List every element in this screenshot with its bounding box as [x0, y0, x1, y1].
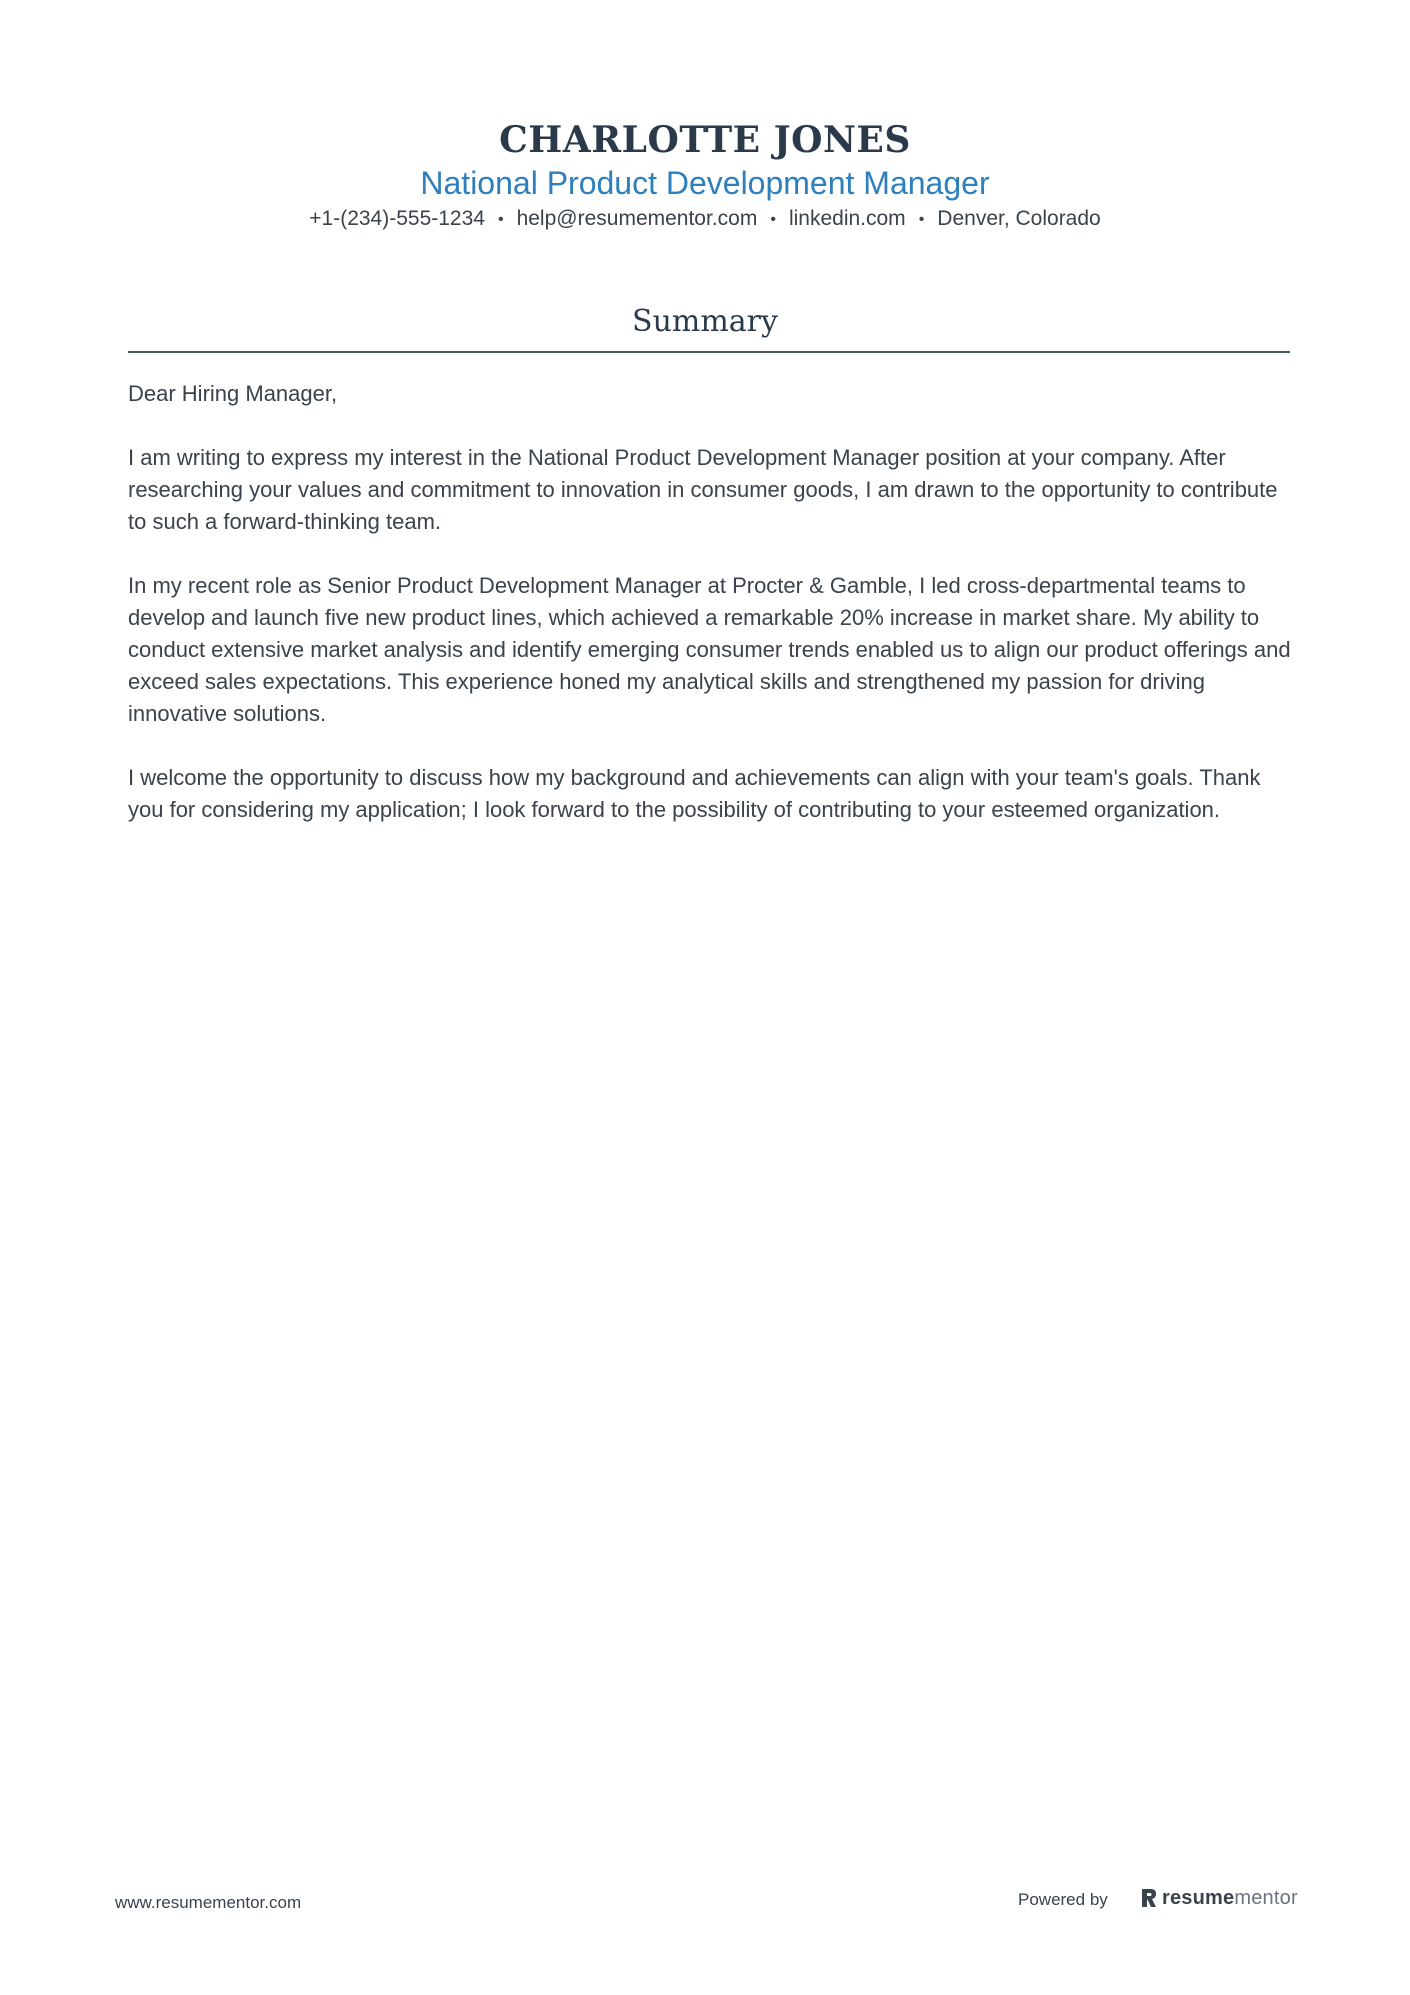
letter-paragraph: I am writing to express my interest in the National Product Development Manager position at your company. After researching your values and commitment to innovation in consumer goods, I am drawn to the opportunity to contribute to such a forward-thinking team. [128, 445, 1278, 534]
section-divider [128, 351, 1290, 353]
job-title: National Product Development Manager [420, 165, 990, 201]
resumementor-logo[interactable] [1140, 1884, 1298, 1912]
letter-paragraph: In my recent role as Senior Product Development Manager at Procter & Gamble, I led cross-departmental teams to develop and launch five new product lines, which achieved a remarkable 20% increase in market share. My ability to conduct extensive market analysis and identify emerging consumer trends enabled us to align our product offerings and exceed sales expectations. This experience honed my analytical skills and strengthened my passion for driving innovative solutions. [128, 573, 1291, 726]
brand-text-bold: resume [1162, 1886, 1235, 1909]
contact-line [0, 203, 1410, 236]
section-title-summary: Summary [632, 304, 778, 339]
contact-phone: +1-(234)-555-1234 [309, 207, 485, 230]
resumementor-logo-icon [1140, 1887, 1158, 1909]
separator-dot: • [770, 211, 776, 228]
powered-by-label: Powered by [1018, 1890, 1108, 1909]
resume-header [0, 115, 1410, 236]
letter-paragraph: I welcome the opportunity to discuss how my background and achievements can align with your team's goals. Thank you for considering my application; I look forward to the possibility of contributing to your esteemed organization. [128, 765, 1261, 822]
contact-email[interactable]: help@resumementor.com [516, 207, 758, 230]
footer-url[interactable]: www.resumementor.com [115, 1893, 302, 1912]
letter-greeting: Dear Hiring Manager, [128, 381, 338, 406]
resumementor-wordmark [1162, 1887, 1298, 1910]
contact-website[interactable]: linkedin.com [788, 207, 906, 230]
brand-text-light: mentor [1234, 1886, 1298, 1909]
contact-location: Denver, Colorado [937, 207, 1101, 230]
candidate-name: CHARLOTTE JONES [499, 119, 911, 161]
separator-dot: • [918, 211, 925, 228]
cover-letter-body [128, 378, 1298, 858]
separator-dot: • [497, 211, 504, 228]
